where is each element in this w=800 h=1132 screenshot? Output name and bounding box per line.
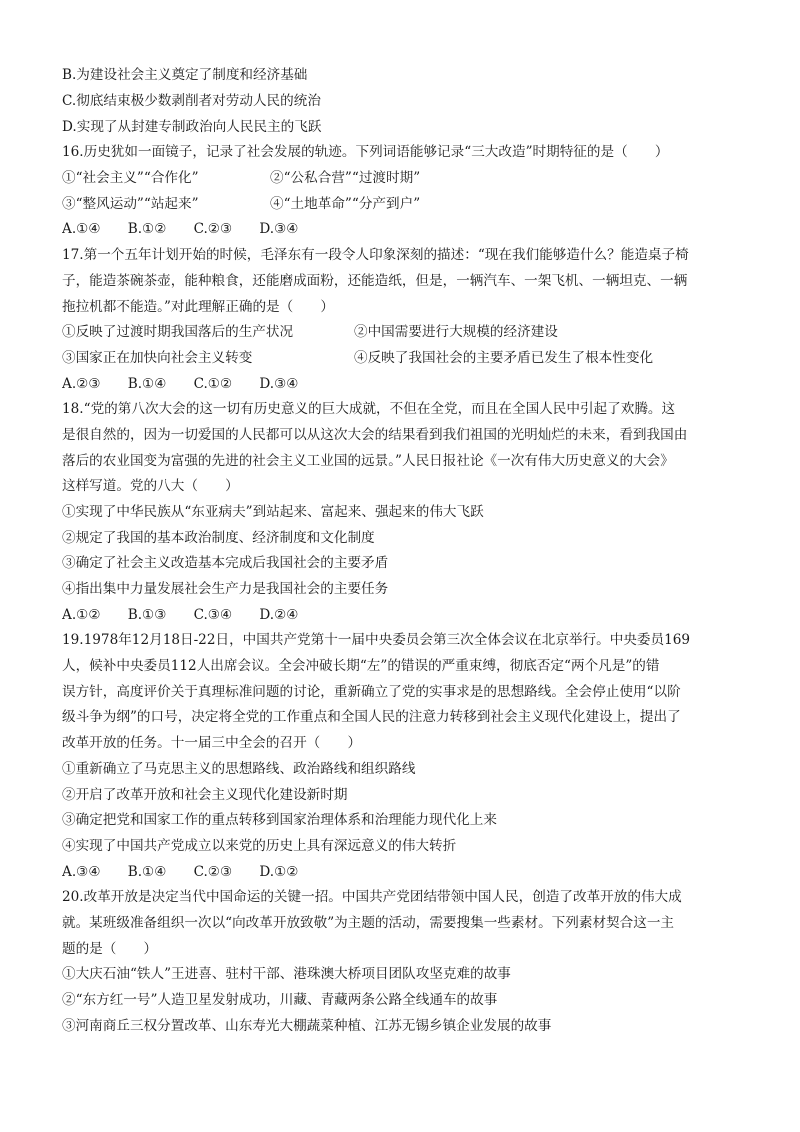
question-19-stem-line-4: 级斗争为纲”的口号，决定将全党的工作重点和全国人民的注意力转移到社会主义现代化建设上，提出了 (62, 709, 681, 725)
question-16-options-row-1 (62, 166, 770, 190)
question-18-choices: A.①② B.①③ C.③④ D.②④ (62, 607, 299, 623)
question-17-option-4: ④反映了我国社会的主要矛盾已发生了根本性变化 (354, 350, 654, 366)
question-17-stem-line-1: 17.第一个五年计划开始的时候，毛泽东有一段令人印象深刻的描述：“现在我们能够造什么？能造桌子椅 (62, 247, 689, 263)
question-16-option-1: ①“社会主义”“合作化” (62, 170, 199, 186)
question-20-option-2: ②“东方红一号”人造卫星发射成功，川藏、青藏两条公路全线通车的故事 (62, 992, 498, 1008)
question-16-option-4: ④“土地革命”“分产到户” (270, 196, 421, 212)
question-18-option-1: ①实现了中华民族从“东亚病夫”到站起来、富起来、强起来的伟大飞跃 (62, 504, 484, 520)
question-20-option-1: ①大庆石油“铁人”王进喜、驻村干部、港珠澳大桥项目团队攻坚克难的故事 (62, 966, 511, 982)
question-17-stem-line-3: 拖拉机都不能造。”对此理解正确的是（ ） (62, 299, 335, 315)
question-19-option-2: ②开启了改革开放和社会主义现代化建设新时期 (62, 787, 348, 803)
question-19-choices: A.③④ B.①④ C.②③ D.①② (62, 864, 299, 880)
question-17-options-row-1 (62, 320, 770, 344)
question-17-stem-line-2: 子，能造茶碗茶壶，能种粮食，还能磨成面粉，还能造纸，但是，一辆汽车、一架飞机、一辆坦克、一辆 (62, 273, 688, 289)
question-17-choices: A.②③ B.①④ C.①② D.③④ (62, 376, 299, 392)
question-17-option-3: ③国家正在加快向社会主义转变 (62, 350, 253, 366)
question-16-option-2: ②“公私合营”“过渡时期” (270, 170, 421, 186)
question-18-stem-line-1: 18.“党的第八次大会的这一切有历史意义的巨大成就，不但在全党，而且在全国人民中引起了欢腾。这 (62, 401, 676, 417)
question-19-stem-line-1: 19.1978年12月18日-22日，中国共产党第十一届中央委员会第三次全体会议在北京举行。中央委员169 (62, 632, 691, 648)
question-19-stem-line-2: 人，候补中央委员112人出席会议。全会冲破长期“左”的错误的严重束缚，彻底否定“两个凡是”的错 (62, 658, 660, 674)
question-17-option-2: ②中国需要进行大规模的经济建设 (354, 324, 558, 340)
question-17-option-1: ①反映了过渡时期我国落后的生产状况 (62, 324, 294, 340)
question-16-option-3: ③“整风运动”“站起来” (62, 196, 199, 212)
question-18-stem-line-4: 这样写道。党的八大（ ） (62, 478, 239, 494)
question-20-stem-line-1: 20.改革开放是决定当代中国命运的关键一招。中国共产党团结带领中国人民，创造了改革开放的伟大成 (62, 889, 682, 905)
question-18-stem-line-3: 落后的农业国变为富强的先进的社会主义工业国的远景。”人民日报社论《一次有伟大历史意义的大会》 (62, 453, 674, 469)
question-20-stem-line-3: 题的是（ ） (62, 941, 158, 957)
question-16-stem: 16.历史犹如一面镜子，记录了社会发展的轨迹。下列词语能够记录“三大改造”时期特征的是（ ） (62, 144, 669, 160)
option-c-line: C.彻底结束极少数剥削者对劳动人民的统治 (62, 93, 321, 109)
question-19-stem-line-5: 改革开放的任务。十一届三中全会的召开（ ） (62, 735, 362, 751)
question-17-options-row-2 (62, 346, 770, 370)
question-19-stem-line-3: 误方针，高度评价关于真理标准问题的讨论，重新确立了党的实事求是的思想路线。全会停止使用“以阶 (62, 684, 681, 700)
question-19-option-1: ①重新确立了马克思主义的思想路线、政治路线和组织路线 (62, 761, 416, 777)
option-b-line: B.为建设社会主义奠定了制度和经济基础 (62, 67, 308, 83)
question-19-option-4: ④实现了中国共产党成立以来党的历史上具有深远意义的伟大转折 (62, 838, 457, 854)
question-18-stem-line-2: 是很自然的，因为一切爱国的人民都可以从这次大会的结果看到我们祖国的光明灿烂的未来，看到我国由 (62, 427, 688, 443)
question-16-options-row-2 (62, 192, 770, 216)
question-20-option-3: ③河南商丘三权分置改革、山东寿光大棚蔬菜种植、江苏无锡乡镇企业发展的故事 (62, 1018, 552, 1034)
question-19-option-3: ③确定把党和国家工作的重点转移到国家治理体系和治理能力现代化上来 (62, 812, 497, 828)
question-18-option-4: ④指出集中力量发展社会生产力是我国社会的主要任务 (62, 581, 389, 597)
question-20-stem-line-2: 就。某班级准备组织一次以“向改革开放致敬”为主题的活动，需要搜集一些素材。下列素材契合这一主 (62, 915, 675, 931)
question-16-choices: A.①④ B.①② C.②③ D.③④ (62, 221, 299, 237)
question-18-option-2: ②规定了我国的基本政治制度、经济制度和文化制度 (62, 530, 375, 546)
option-d-line: D.实现了从封建专制政治向人民民主的飞跃 (62, 119, 322, 135)
question-18-option-3: ③确定了社会主义改造基本完成后我国社会的主要矛盾 (62, 555, 389, 571)
